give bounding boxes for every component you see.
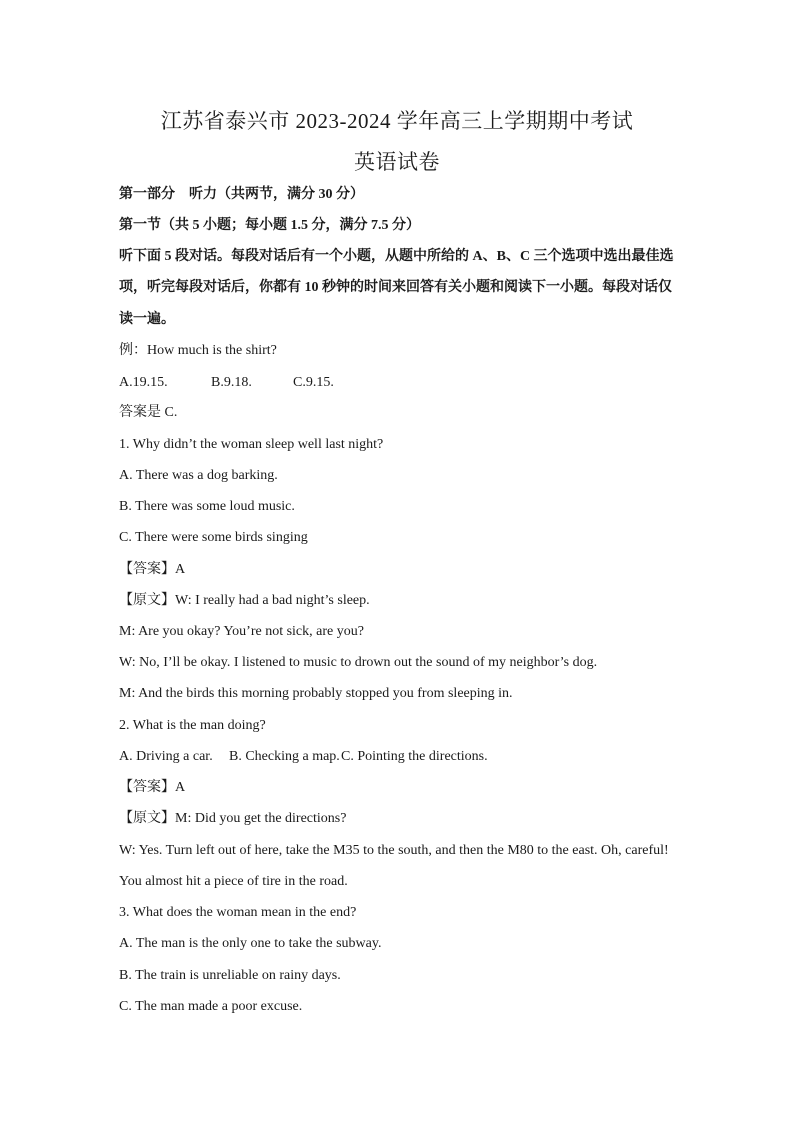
example-question: 例：How much is the shirt? [119, 343, 277, 358]
q2-transcript-line: W: Yes. Turn left out of here, take the M35 to the south, and then the M80 to the east. Oh, careful! [119, 843, 669, 858]
example-choice: C.9.15. [293, 375, 334, 390]
q2-answer: 【答案】A [119, 780, 186, 795]
q1-option: C. There were some birds singing [119, 530, 308, 545]
section-heading: 第一节（共 5 小题；每小题 1.5 分，满分 7.5 分） [119, 218, 420, 233]
q1-option: A. There was a dog barking. [119, 468, 278, 483]
q2-transcript-line: You almost hit a piece of tire in the road. [119, 874, 348, 889]
document-subtitle: 英语试卷 [354, 150, 440, 174]
q1-option: B. There was some loud music. [119, 499, 295, 514]
q2-transcript-line: 【原文】M: Did you get the directions? [119, 811, 347, 826]
q2-options [119, 748, 488, 766]
q1-transcript-line: 【原文】W: I really had a bad night’s sleep. [119, 593, 370, 608]
q2-question: 2. What is the man doing? [119, 718, 266, 733]
q1-question: 1. Why didn’t the woman sleep well last night? [119, 437, 384, 452]
q3-option: B. The train is unreliable on rainy days. [119, 968, 341, 983]
q1-transcript-line: M: And the birds this morning probably stopped you from sleeping in. [119, 686, 513, 701]
q3-option: C. The man made a poor excuse. [119, 999, 303, 1014]
q1-transcript-line: W: No, I’ll be okay. I listened to music to drown out the sound of my neighbor’s dog. [119, 655, 598, 670]
q3-option: A. The man is the only one to take the subway. [119, 936, 382, 951]
q2-option: C. Pointing the directions. [341, 749, 488, 764]
q2-option: A. Driving a car. [119, 749, 213, 764]
document-title: 江苏省泰兴市 2023-2024 学年高三上学期期中考试 [160, 109, 634, 133]
instructions [119, 241, 679, 335]
q3-question: 3. What does the woman mean in the end? [119, 905, 357, 920]
instructions-line: 读一遍。 [119, 311, 175, 327]
example-choices [119, 374, 334, 392]
instructions-line: 项，听完每段对话后，你都有 10 秒钟的时间来回答有关小题和阅读下一小题。每段对话仅 [119, 280, 672, 296]
q2-option: B. Checking a map. [229, 749, 340, 764]
example-answer: 答案是 C. [119, 405, 178, 420]
example-choice: B.9.18. [211, 375, 252, 390]
q1-answer: 【答案】A [119, 562, 186, 577]
instructions-line: 听下面 5 段对话。每段对话后有一个小题，从题中所给的 A、B、C 三个选项中选出最佳选 [119, 249, 674, 264]
q1-transcript-line: M: Are you okay? You’re not sick, are you? [119, 624, 364, 639]
example-choice: A.19.15. [119, 375, 168, 390]
part-heading: 第一部分 听力（共两节，满分 30 分） [119, 187, 364, 202]
